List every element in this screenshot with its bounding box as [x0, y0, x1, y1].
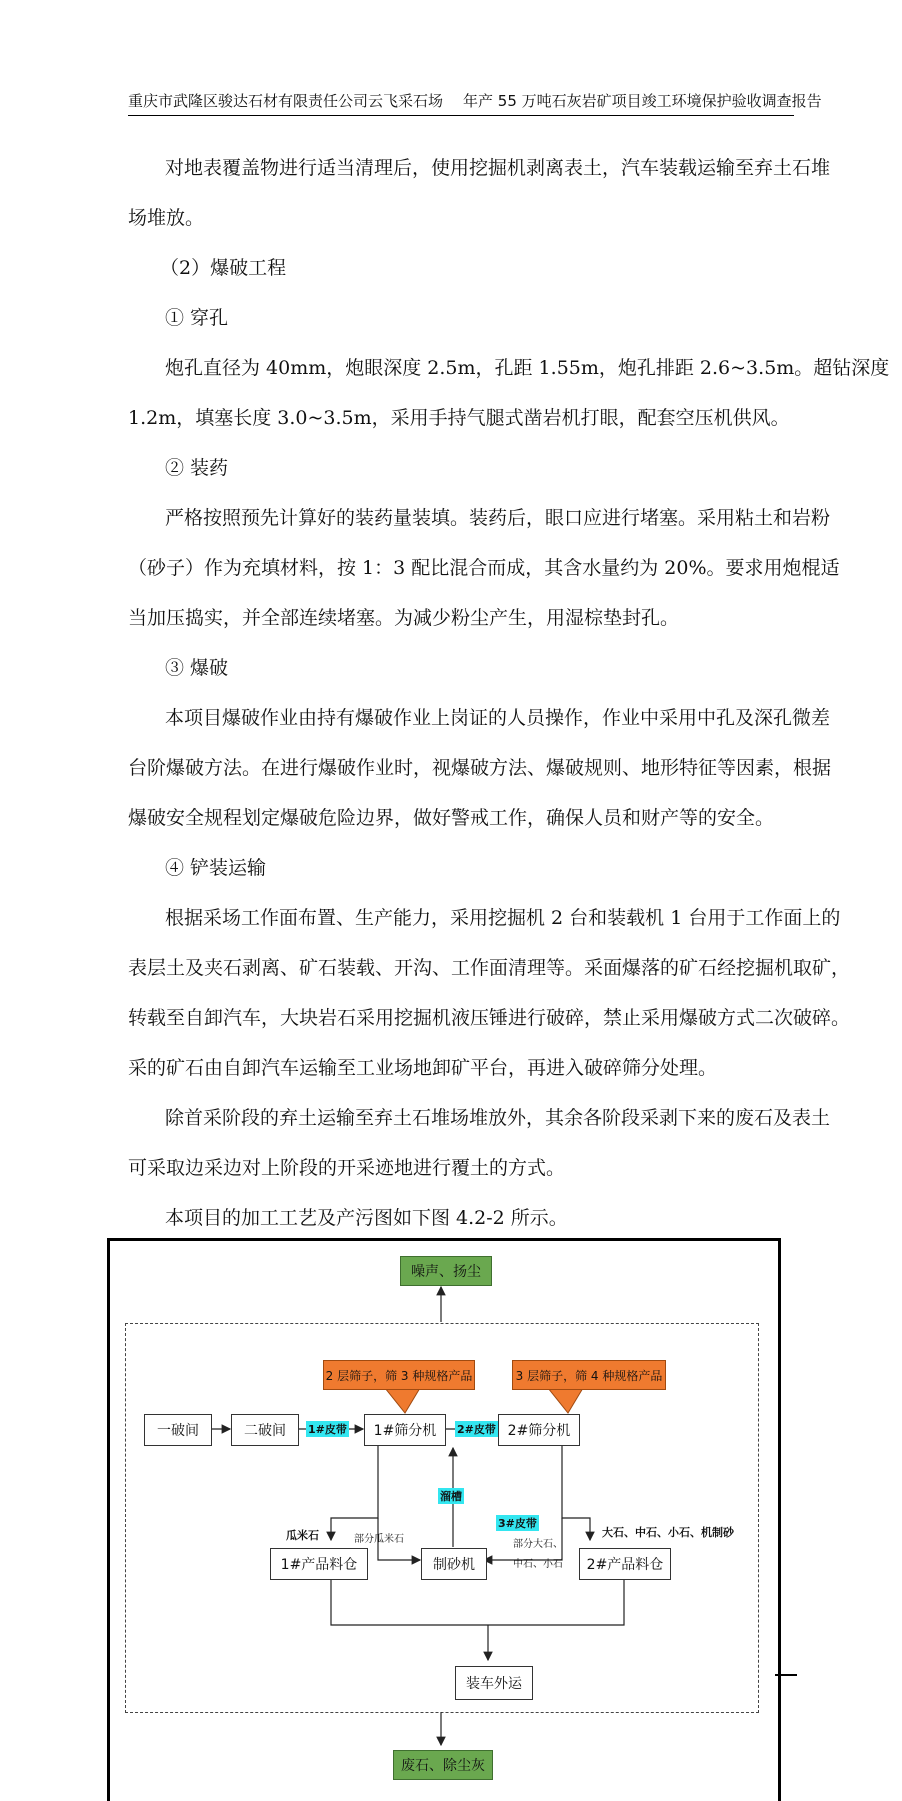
header-left: 重庆市武隆区骏达石材有限责任公司云飞采石场: [128, 92, 444, 110]
paragraph-line: 除首采阶段的弃土运输至弃土石堆场堆放外，其余各阶段采剥下来的废石及表土: [165, 1107, 831, 1129]
belt2-label: 2#皮带: [457, 1423, 496, 1436]
sub-heading: ④ 铲装运输: [165, 857, 267, 879]
paragraph-line: 爆破安全规程划定爆破危险边界，做好警戒工作，确保人员和财产等的安全。: [128, 807, 775, 829]
paragraph-line: 表层土及夹石剥离、矿石装载、开沟、工作面清理等。采面爆落的矿石经挖掘机取矿，: [128, 957, 851, 979]
callout-screen1: 2 层筛子，筛 3 种规格产品: [323, 1360, 475, 1390]
primary-crusher-box: 一破间: [144, 1414, 212, 1446]
sub-heading: ① 穿孔: [165, 307, 229, 329]
paragraph-line: 炮孔直径为 40mm，炮眼深度 2.5m，孔距 1.55m，炮孔排距 2.6~3.5m。超钻深度: [165, 357, 890, 379]
paragraph-line: 本项目的加工工艺及产污图如下图 4.2-2 所示。: [165, 1207, 568, 1229]
waste-dust-box: 废石、除尘灰: [393, 1750, 493, 1780]
paragraph-line: 场堆放。: [128, 207, 205, 229]
paragraph-line: 采的矿石由自卸汽车运输至工业场地卸矿平台，再进入破碎筛分处理。: [128, 1057, 718, 1079]
sub-heading: ③ 爆破: [165, 657, 229, 679]
paragraph-line: 台阶爆破方法。在进行爆破作业时，视爆破方法、爆破规则、地形特征等因素，根据: [128, 757, 832, 779]
paragraph-line: （砂子）作为充填材料，按 1：3 配比混合而成，其含水量约为 20%。要求用炮棍适: [128, 557, 840, 579]
bin2-box: 2#产品料仓: [579, 1548, 671, 1580]
loading-box: 装车外运: [455, 1666, 533, 1700]
bin1-box: 1#产品料仓: [270, 1548, 368, 1580]
header-right: 年产 55 万吨石灰岩矿项目竣工环境保护验收调查报告: [463, 92, 822, 110]
paragraph-line: 对地表覆盖物进行适当清理后，使用挖掘机剥离表土，汽车装载运输至弃土石堆: [165, 157, 831, 179]
sand-maker-box: 制砂机: [421, 1548, 487, 1580]
section-heading: （2）爆破工程: [160, 257, 287, 279]
products-label: 大石、中石、小石、机制砂: [602, 1526, 734, 1539]
paragraph-line: 本项目爆破作业由持有爆破作业上岗证的人员操作，作业中采用中孔及深孔微差: [165, 707, 831, 729]
paragraph-line: 当加压捣实，并全部连续堵塞。为减少粉尘产生，用湿棕垫封孔。: [128, 607, 680, 629]
part-gravel-label: 部分瓜米石: [354, 1534, 404, 1545]
gravel-label: 瓜米石: [286, 1529, 319, 1542]
noise-dust-box: 噪声、扬尘: [400, 1256, 492, 1286]
screen2-box: 2#筛分机: [498, 1414, 580, 1446]
mid-small-label: 中石、小石: [513, 1559, 563, 1570]
part-big-label: 部分大石、: [513, 1539, 563, 1550]
paragraph-line: 严格按照预先计算好的装药量装填。装药后，眼口应进行堵塞。采用粘土和岩粉: [165, 507, 831, 529]
belt1-label: 1#皮带: [308, 1423, 347, 1436]
paragraph-line: 根据采场工作面布置、生产能力，采用挖掘机 2 台和装载机 1 台用于工作面上的: [165, 907, 841, 929]
paragraph-line: 可采取边采边对上阶段的开采迹地进行覆土的方式。: [128, 1157, 566, 1179]
paragraph-line: 转载至自卸汽车，大块岩石采用挖掘机液压锤进行破碎，禁止采用爆破方式二次破碎。: [128, 1007, 851, 1029]
chute-label: 溜槽: [440, 1490, 462, 1503]
paragraph-line: 1.2m，填塞长度 3.0~3.5m，采用手持气腿式凿岩机打眼，配套空压机供风。: [128, 407, 790, 429]
sub-heading: ② 装药: [165, 457, 229, 479]
screen1-box: 1#筛分机: [364, 1414, 446, 1446]
callout-screen2: 3 层筛子，筛 4 种规格产品: [512, 1360, 666, 1390]
belt3-label: 3#皮带: [498, 1517, 537, 1530]
secondary-crusher-box: 二破间: [231, 1414, 299, 1446]
